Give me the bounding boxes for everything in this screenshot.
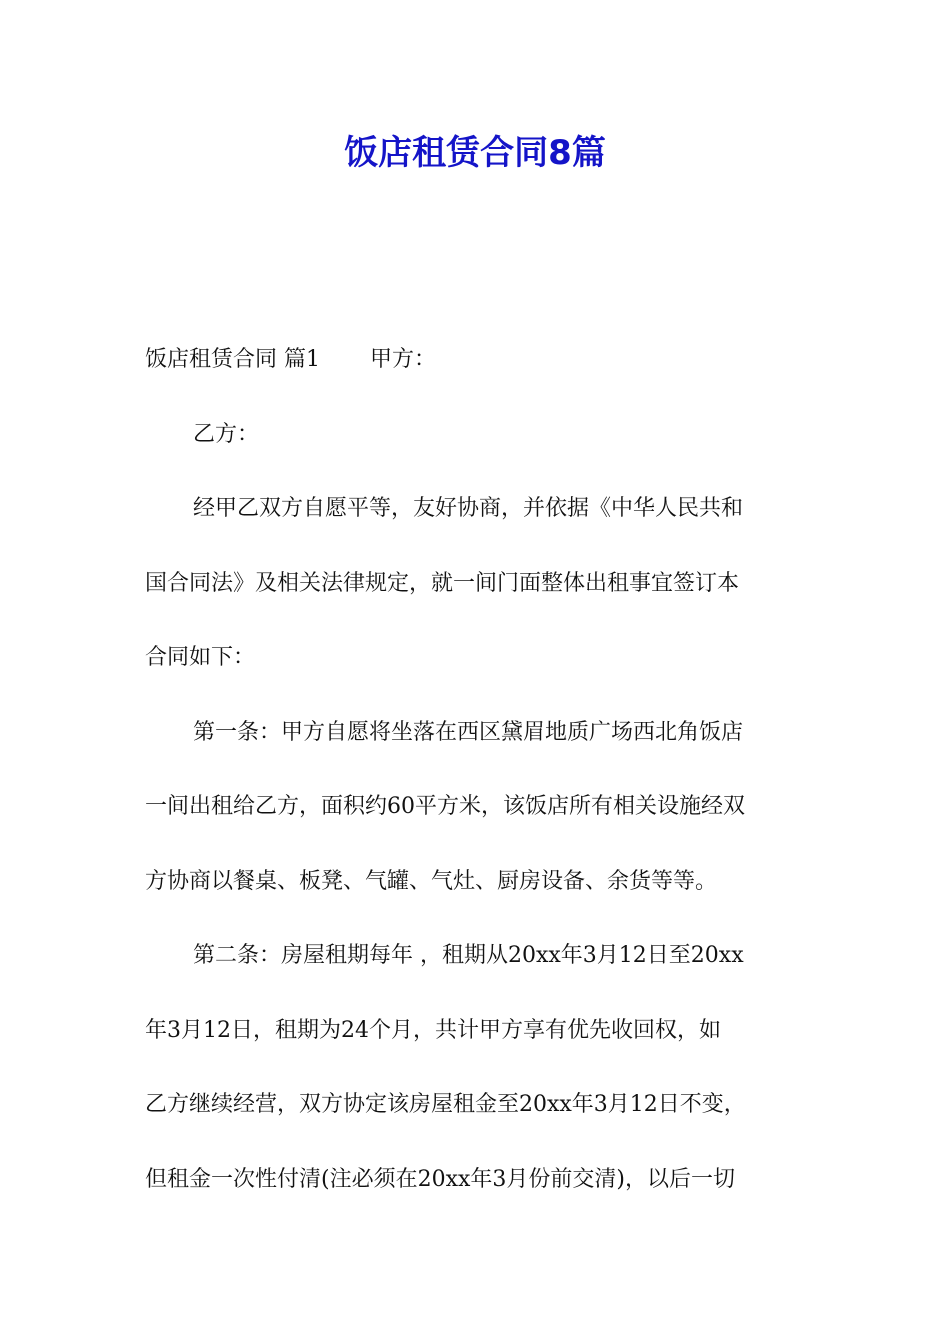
paragraph-line: 乙方继续经营，双方协定该房屋租金至20xx年3月12日不变，	[145, 1092, 746, 1117]
paragraph-line: 国合同法》及相关法律规定，就一间门面整体出租事宜签订本	[145, 571, 740, 596]
paragraph-line: 但租金一次性付清(注必须在20xx年3月份前交清)，以后一切	[145, 1167, 735, 1192]
paragraph-line: 方协商以餐桌、板凳、气罐、气灶、厨房设备、余货等等。	[145, 869, 718, 894]
paragraph-line: 合同如下：	[145, 645, 256, 670]
paragraph-line: 年3月12日，租期为24个月，共计甲方享有优先收回权，如	[145, 1018, 721, 1043]
paragraph-line: 经甲乙双方自愿平等，友好协商，并依据《中华人民共和	[193, 496, 744, 521]
paragraph-line: 乙方：	[193, 422, 260, 447]
document-title: 饭店租赁合同8篇	[344, 133, 606, 173]
paragraph-line: 第二条：房屋租期每年 ，租期从20xx年3月12日至20xx	[193, 943, 744, 968]
paragraph-line: 一间出租给乙方，面积约60平方米，该饭店所有相关设施经双	[145, 794, 745, 819]
section-heading-line	[145, 340, 436, 380]
paragraph-line: 第一条：甲方自愿将坐落在西区黛眉地质广场西北角饭店	[193, 720, 744, 745]
section-heading: 饭店租赁合同 篇1	[145, 347, 320, 372]
party-a-label: 甲方：	[370, 347, 437, 372]
